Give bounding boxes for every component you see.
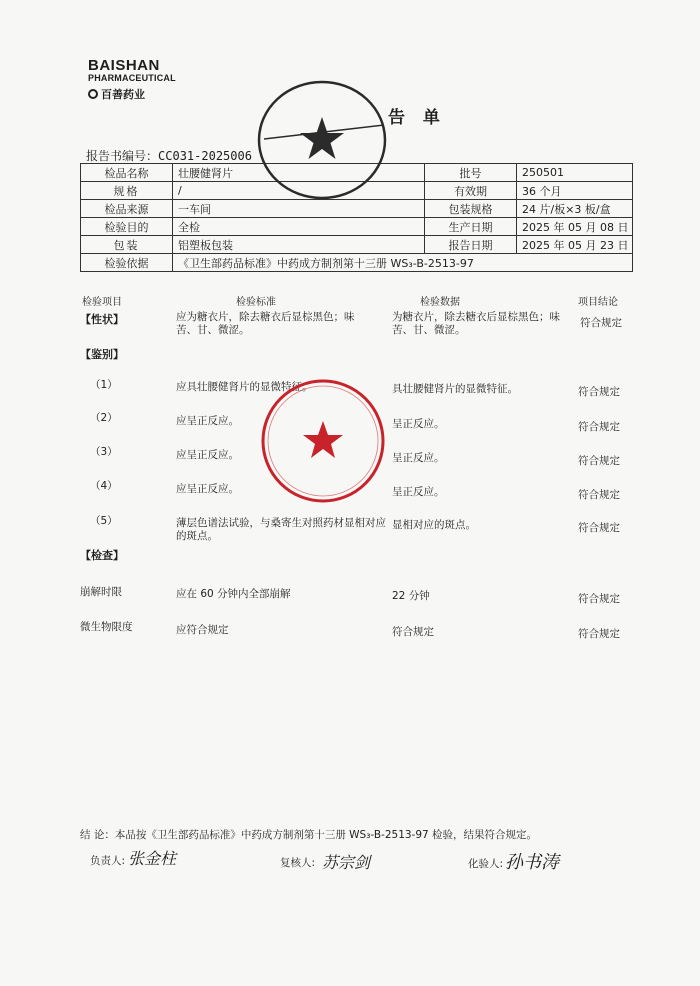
- responsible-signature: 张金柱: [128, 849, 177, 868]
- company-logo-cn: [88, 86, 145, 102]
- quality-inspection-stamp: [256, 77, 388, 203]
- mfg-date-label: 生产日期: [425, 218, 517, 236]
- basis-value: 《卫生部药品标准》中药成方制剂第十三册 WS₃-B-2513-97: [173, 254, 633, 272]
- ident-standard: 应具壮腰健肾片的显微特征。: [176, 381, 313, 393]
- quality-management-stamp: [258, 376, 388, 506]
- ident-standard: 薄层色谱法试验，与桑寄生对照药材显相对应的斑点。: [176, 517, 386, 542]
- col-data-header: 检验数据: [420, 297, 460, 308]
- source-value: 一车间: [173, 200, 425, 218]
- report-date-value: 2025 年 05 月 23 日: [517, 236, 633, 254]
- reviewer-signature: 苏宗剑: [322, 853, 371, 872]
- ident-standard: 应呈正反应。: [176, 415, 239, 427]
- ident-standard: 应呈正反应。: [176, 483, 239, 495]
- pack-spec-label: 包装规格: [425, 200, 517, 218]
- logo-cn-text: 百善药业: [101, 88, 145, 101]
- appearance-standard: 应为糖衣片，除去糖衣后显棕黑色；味苦、甘、微涩。: [176, 311, 355, 336]
- ident-no: （3）: [90, 446, 118, 458]
- report-number-label: 报告书编号：: [86, 149, 159, 163]
- ident-no: （5）: [90, 515, 118, 527]
- company-logo-en: [88, 58, 176, 83]
- batch-value: 250501: [517, 164, 633, 182]
- micro-label: 微生物限度: [80, 621, 133, 633]
- ident-data: 呈正反应。: [392, 486, 445, 498]
- col-conclusion-header: 项目结论: [578, 297, 618, 308]
- appearance-result: 符合规定: [580, 317, 622, 329]
- ident-result: 符合规定: [578, 489, 620, 501]
- section-check: 【检查】: [80, 549, 124, 562]
- micro-data: 符合规定: [392, 626, 434, 638]
- tester-label: 化验人:: [468, 858, 504, 870]
- logo-line2: PHARMACEUTICAL: [88, 73, 176, 83]
- ident-no: （1）: [90, 379, 118, 391]
- validity-label: 有效期: [425, 182, 517, 200]
- pack-spec-value: 24 片/板×3 板/盒: [517, 200, 633, 218]
- ident-result: 符合规定: [578, 522, 620, 534]
- report-number-value: CC031-2025006: [158, 149, 252, 163]
- ident-data: 呈正反应。: [392, 452, 445, 464]
- col-item-header: 检验项目: [82, 297, 122, 308]
- disintegration-data: 22 分钟: [392, 590, 430, 602]
- responsible-label: 负责人:: [90, 855, 126, 867]
- ident-no: （2）: [90, 412, 118, 424]
- source-label: 检品来源: [81, 200, 173, 218]
- spec-label: 规格: [81, 182, 173, 200]
- ident-data: 呈正反应。: [392, 418, 445, 430]
- tester-signature: 孙书涛: [505, 852, 559, 873]
- reviewer-label: 复核人:: [280, 857, 316, 869]
- section-appearance: 【性状】: [80, 313, 124, 326]
- purpose-label: 检验目的: [81, 218, 173, 236]
- logo-line1: BAISHAN: [88, 57, 160, 74]
- spec-value: /: [173, 182, 425, 200]
- micro-result: 符合规定: [578, 628, 620, 640]
- report-number: [86, 147, 252, 164]
- basis-label: 检验依据: [81, 254, 173, 272]
- ident-no: （4）: [90, 480, 118, 492]
- ident-result: 符合规定: [578, 386, 620, 398]
- ident-data: 显相对应的斑点。: [392, 519, 476, 531]
- report-date-label: 报告日期: [425, 236, 517, 254]
- micro-standard: 应符合规定: [176, 624, 229, 636]
- purpose-value: 全检: [173, 218, 425, 236]
- batch-label: 批号: [425, 164, 517, 182]
- disintegration-standard: 应在 60 分钟内全部崩解: [176, 588, 291, 600]
- ident-result: 符合规定: [578, 421, 620, 433]
- package-label: 包装: [81, 236, 173, 254]
- mfg-date-value: 2025 年 05 月 08 日: [517, 218, 633, 236]
- ident-result: 符合规定: [578, 455, 620, 467]
- product-name-label: 检品名称: [81, 164, 173, 182]
- product-name-value: 壮腰健肾片: [173, 164, 425, 182]
- appearance-data: 为糖衣片，除去糖衣后显棕黑色；味苦、甘、微涩。: [392, 311, 560, 336]
- report-title: 告 单: [388, 108, 446, 128]
- section-identification: 【鉴别】: [80, 348, 124, 361]
- validity-value: 36 个月: [517, 182, 633, 200]
- disintegration-result: 符合规定: [578, 593, 620, 605]
- package-value: 铝塑板包装: [173, 236, 425, 254]
- ident-data: 具壮腰健肾片的显微特征。: [392, 383, 518, 395]
- disintegration-label: 崩解时限: [80, 586, 122, 598]
- logo-mark-icon: [88, 89, 98, 99]
- ident-standard: 应呈正反应。: [176, 449, 239, 461]
- col-standard-header: 检验标准: [236, 297, 276, 308]
- conclusion-text: 结 论：本品按《卫生部药品标准》中药成方制剂第十三册 WS₃-B-2513-97 检验，结果符合规定。: [80, 829, 538, 841]
